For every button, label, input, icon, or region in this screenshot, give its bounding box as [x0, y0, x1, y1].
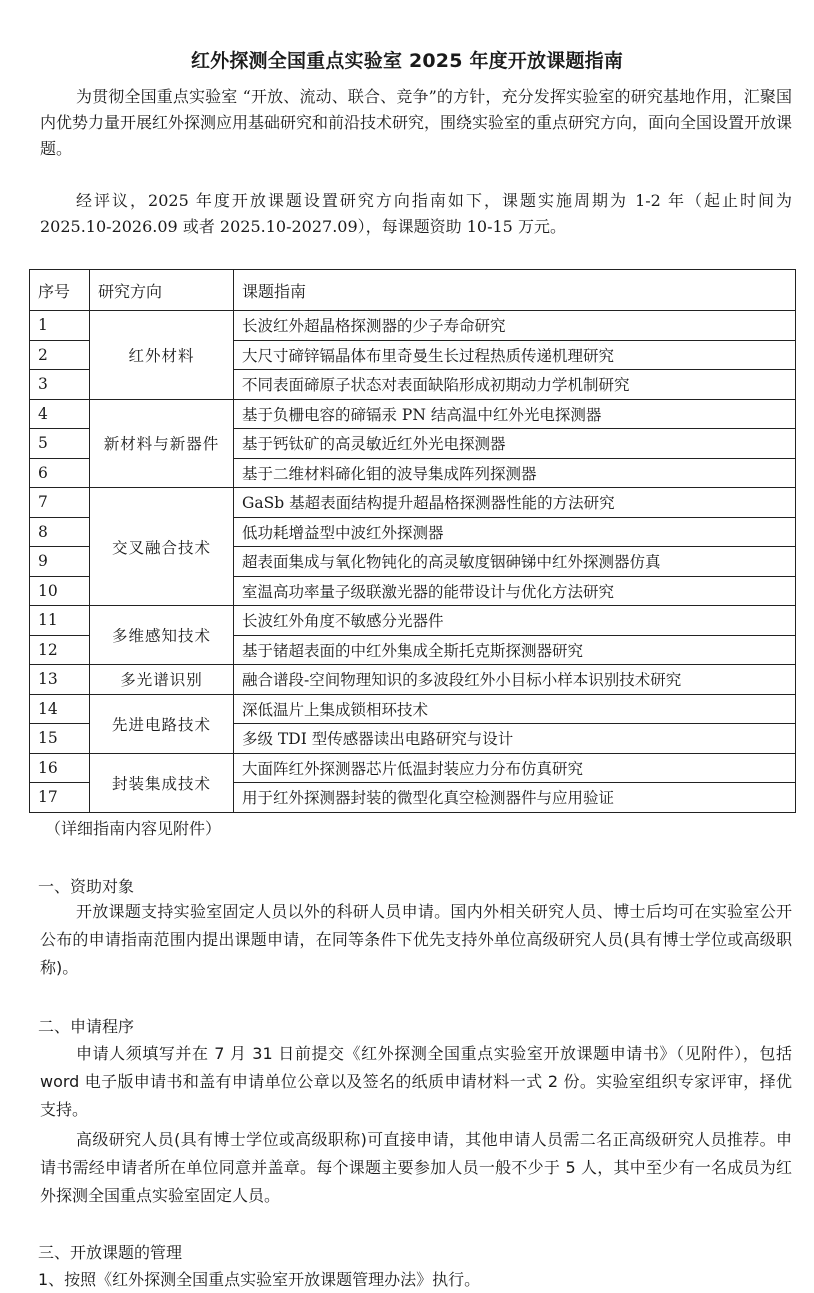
row-topic: 基于钙钛矿的高灵敏近红外光电探测器 — [234, 429, 796, 459]
table-row — [30, 753, 796, 783]
topics-table — [29, 269, 796, 813]
header-no: 序号 — [30, 270, 90, 311]
row-no: 1 — [30, 311, 90, 341]
row-direction: 新材料与新器件 — [90, 399, 234, 488]
row-direction: 先进电路技术 — [90, 694, 234, 753]
row-direction: 多维感知技术 — [90, 606, 234, 665]
row-no: 15 — [30, 724, 90, 754]
row-topic: 基于负栅电容的碲镉汞 PN 结高温中红外光电探测器 — [234, 399, 796, 429]
row-no: 3 — [30, 370, 90, 400]
section-1-heading: 一、资助对象 — [38, 877, 135, 896]
intro-paragraph-2: 经评议，2025 年度开放课题设置研究方向指南如下，课题实施周期为 1-2 年（起止时间为 2025.10-2026.09 或者 2025.10-2027.09），每课题资助 10-15 万元。 — [40, 191, 792, 236]
row-no: 2 — [30, 340, 90, 370]
row-topic: 深低温片上集成锁相环技术 — [234, 694, 796, 724]
row-direction: 封装集成技术 — [90, 753, 234, 812]
section-1-paragraph: 开放课题支持实验室固定人员以外的科研人员申请。国内外相关研究人员、博士后均可在实验室公开公布的申请指南范围内提出课题申请，在同等条件下优先支持外单位高级研究人员(具有博士学位或高级职称)。 — [40, 902, 792, 977]
row-topic: 大尺寸碲锌镉晶体布里奇曼生长过程热质传递机理研究 — [234, 340, 796, 370]
table-row — [30, 694, 796, 724]
section-2-paragraph-2: 高级研究人员(具有博士学位或高级职称)可直接申请，其他申请人员需二名正高级研究人员推荐。申请书需经申请者所在单位同意并盖章。每个课题主要参加人员一般不少于 5 人，其中至少有一名成员为红外探测全国重点实验室固定人员。 — [40, 1130, 792, 1205]
table-note: （详细指南内容见附件） — [45, 819, 222, 838]
header-topic: 课题指南 — [234, 270, 796, 311]
table-row — [30, 665, 796, 695]
row-topic: 用于红外探测器封装的微型化真空检测器件与应用验证 — [234, 783, 796, 813]
row-no: 6 — [30, 458, 90, 488]
table-row — [30, 606, 796, 636]
row-no: 11 — [30, 606, 90, 636]
row-topic: 融合谱段-空间物理知识的多波段红外小目标小样本识别技术研究 — [234, 665, 796, 695]
row-direction: 红外材料 — [90, 311, 234, 400]
section-2-paragraph-1: 申请人须填写并在 7 月 31 日前提交《红外探测全国重点实验室开放课题申请书》（见附件），包括 word 电子版申请书和盖有申请单位公章以及签名的纸质申请材料一式 2 份。实验室组织专家评审，择优支持。 — [40, 1044, 792, 1119]
row-topic: 室温高功率量子级联激光器的能带设计与优化方法研究 — [234, 576, 796, 606]
row-no: 12 — [30, 635, 90, 665]
row-no: 13 — [30, 665, 90, 695]
header-direction: 研究方向 — [90, 270, 234, 311]
table-row — [30, 488, 796, 518]
row-topic: 基于锗超表面的中红外集成全斯托克斯探测器研究 — [234, 635, 796, 665]
row-direction: 多光谱识别 — [90, 665, 234, 695]
table-row — [30, 399, 796, 429]
row-no: 14 — [30, 694, 90, 724]
row-direction: 交叉融合技术 — [90, 488, 234, 606]
row-no: 5 — [30, 429, 90, 459]
row-no: 16 — [30, 753, 90, 783]
intro-paragraph-1: 为贯彻全国重点实验室 “开放、流动、联合、竞争”的方针，充分发挥实验室的研究基地作用，汇聚国内优势力量开展红外探测应用基础研究和前沿技术研究，围绕实验室的重点研究方向，面向全国设置开放课题。 — [40, 87, 793, 158]
row-no: 10 — [30, 576, 90, 606]
section-2-heading: 二、申请程序 — [38, 1017, 135, 1036]
table-header-row — [30, 270, 796, 311]
row-no: 4 — [30, 399, 90, 429]
row-topic: 不同表面碲原子状态对表面缺陷形成初期动力学机制研究 — [234, 370, 796, 400]
row-no: 8 — [30, 517, 90, 547]
section-3-item-1: 1、按照《红外探测全国重点实验室开放课题管理办法》执行。 — [38, 1270, 481, 1289]
row-topic: 基于二维材料碲化钼的波导集成阵列探测器 — [234, 458, 796, 488]
row-no: 7 — [30, 488, 90, 518]
row-topic: 多级 TDI 型传感器读出电路研究与设计 — [234, 724, 796, 754]
row-no: 17 — [30, 783, 90, 813]
row-topic: 长波红外超晶格探测器的少子寿命研究 — [234, 311, 796, 341]
page-title: 红外探测全国重点实验室 2025 年度开放课题指南 — [190, 50, 624, 72]
row-topic: GaSb 基超表面结构提升超晶格探测器性能的方法研究 — [234, 488, 796, 518]
table-row — [30, 311, 796, 341]
row-topic: 超表面集成与氧化物钝化的高灵敏度铟砷锑中红外探测器仿真 — [234, 547, 796, 577]
row-topic: 大面阵红外探测器芯片低温封装应力分布仿真研究 — [234, 753, 796, 783]
row-topic: 低功耗增益型中波红外探测器 — [234, 517, 796, 547]
row-topic: 长波红外角度不敏感分光器件 — [234, 606, 796, 636]
section-3-heading: 三、开放课题的管理 — [38, 1243, 183, 1262]
row-no: 9 — [30, 547, 90, 577]
